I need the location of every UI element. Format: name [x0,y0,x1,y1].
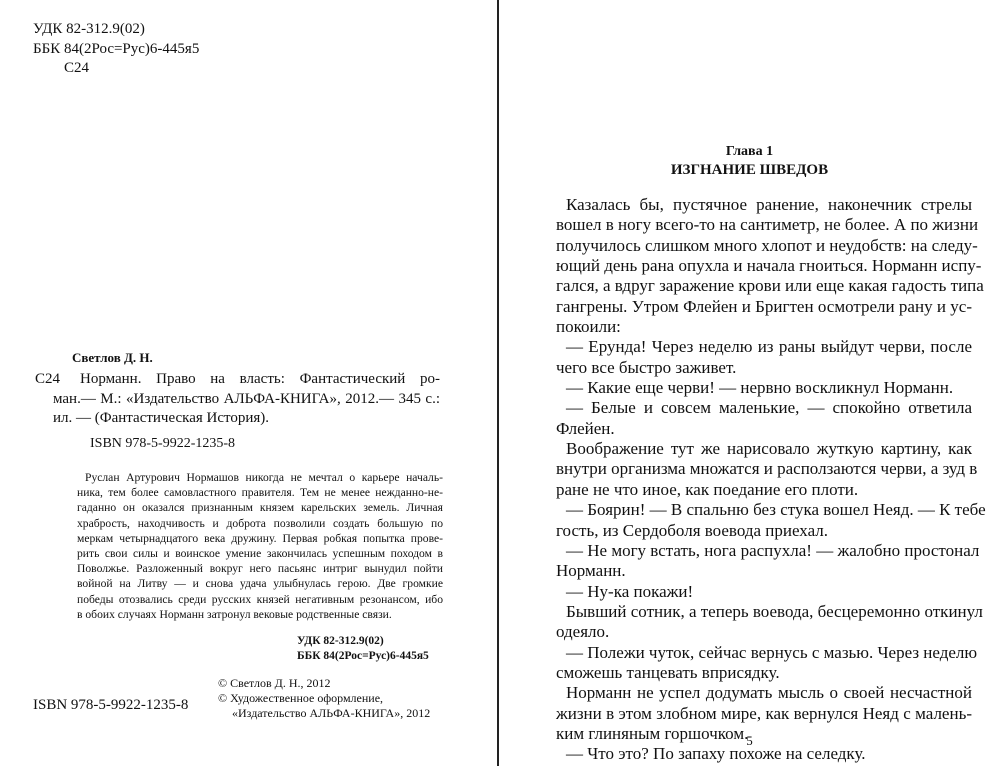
text-line: чего все быстро заживет. [556,357,737,377]
chapter-label: Глава 1 [725,144,774,159]
left-page [0,0,497,766]
copyright-line: © Светлов Д. Н., 2012 [218,676,331,690]
annotation-line: победы отозвались среди русских князей негативным резонансом, ибо [77,592,443,606]
annotation-line: гаданно он оказался признанным князем карельских земель. Личная [77,501,443,515]
text-line: покоили: [556,317,621,337]
annotation-line: ника, тем более самовластного правителя. Тем не менее нежданно-не- [77,486,443,500]
text-line: Флейен. [556,418,615,438]
annotation [77,470,443,622]
bbk-code: ББК 84(2Рос=Рус)6-445я5 [33,41,200,57]
udk-small: УДК 82-312.9(02) [297,635,384,647]
isbn-inline: ISBN 978-5-9922-1235-8 [90,436,236,451]
annotation-line: Руслан Артурович Нормашов никогда не мечтал о карьере началь- [85,471,443,484]
udk-code: УДК 82-312.9(02) [33,21,145,37]
page-number: 5 [746,733,753,748]
biblio-line: ман.— М.: «Издательство АЛЬФА-КНИГА», 2012.— 345 с.: [53,390,440,407]
chapter-text [556,195,986,765]
text-line: Казалась бы, пустячное ранение, наконечник стрелы [566,195,972,214]
text-line: вошел в ногу всего-то на сантиметр, не более. А по жизни [556,215,979,235]
biblio-code: С24 [35,371,61,387]
text-line: гость, из Сердоболя воевода приехал. [556,520,829,540]
biblio-line: ил. — (Фантастическая История). [53,410,270,426]
annotation-line: меркам четырнадцатого века дружину. Первая робкая попытка прове- [77,531,443,545]
annotation-line: храбрость, находчивость и доброта позволили создать большую по [77,516,443,530]
text-line: получилось слишком много хлопот и неудобств: на следу- [556,235,978,255]
text-line: Норманн. [556,561,626,581]
text-line: — Ерунда! Через неделю из раны выйдут черви, после [566,337,972,357]
text-line: — Не могу встать, нога распухла! — жалобно простонал [566,540,980,560]
text-line: — Что это? По запаху похоже на селедку. [566,744,866,764]
isbn-bottom: ISBN 978-5-9922-1235-8 [33,697,189,713]
text-line: — Ну-ка покажи! [566,581,694,601]
annotation-line: войной на Литву — и снова удача улыбнулась герою. Две громкие [77,577,443,591]
author-sign: С24 [64,60,90,76]
text-line: внутри организма множатся и расползаются черви, а зуд в [556,459,978,479]
text-line: Бывший сотник, а теперь воевода, бесцеремонно откинул [566,601,983,621]
annotation-line: в обоих случаях Норманн затронул вековые родственные связи. [77,607,392,621]
bbk-small: ББК 84(2Рос=Рус)6-445я5 [297,650,429,662]
text-line: — Какие еще черви! — нервно воскликнул Норманн. [566,378,954,398]
text-line: гался, а вдруг заражение крови или еще какая гадость типа [556,276,984,296]
text-line: гангрены. Утром Флейен и Бригтен осмотрели рану и ус- [556,296,972,316]
copyright-line: «Издательство АЛЬФА-КНИГА», 2012 [232,706,431,720]
text-line: жизни в этом злобном мире, как вернулся Неяд с малень- [556,703,972,723]
biblio-line [35,370,440,390]
text-line: ране не что иное, как поедание его плоти. [556,479,859,499]
author-heading: Светлов Д. Н. [72,350,153,365]
chapter-title: ИЗГНАНИЕ ШВЕДОВ [670,162,829,178]
text-line: одеяло. [556,622,610,642]
text-line: Воображение тут же нарисовало жуткую картину, как [566,439,972,459]
text-line: ким глиняным горшочком. [556,723,749,743]
text-line: Норманн не успел додумать мысль о своей несчастной [566,683,972,703]
annotation-line: Поволжье. Разложенный вокруг него пасьянс интриг вынудил пойти [77,562,443,576]
text-line: — Боярин! — В спальню без стука вошел Неяд. — К тебе [566,500,986,520]
biblio-line-text: Норманн. Право на власть: Фантастический ро- [80,371,440,387]
right-page [499,0,1000,766]
annotation-line: рить свои силы и воинское умение закончилась успешным походом в [77,547,443,561]
copyright-line: © Художественное оформление, [218,691,384,705]
text-line: сможешь танцевать вприсядку. [556,662,780,682]
bibliographic-record [35,370,440,429]
text-line: ющий день рана опухла и начала гноиться. Норманн испу- [556,256,982,276]
text-line: — Белые и совсем маленькие, — спокойно ответила [566,398,972,418]
text-line: — Полежи чуток, сейчас вернусь с мазью. Через неделю [566,642,978,662]
